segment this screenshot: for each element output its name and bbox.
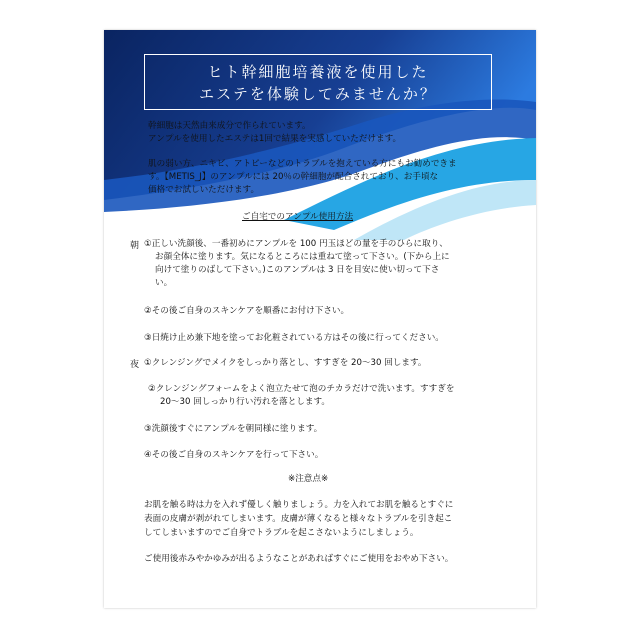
night-step2-line1: ②クレンジングフォームをよく泡立たせて泡のチカラだけで洗います。すすぎを: [148, 384, 455, 394]
morning-step1-line1: ①正しい洗顔後、一番初めにアンプルを 100 円玉ほどの量を手のひらに取り、: [144, 239, 448, 249]
morning-step3: ③日焼け止め兼下地を塗ってお化粧されている方はその後に行ってください。: [144, 333, 444, 343]
morning-step1-line2: お顔全体に塗ります。気になるところには重ねて塗って下さい。(下から上に: [155, 252, 450, 262]
title-line-1: ヒト幹細胞培養液を使用した: [207, 63, 429, 81]
title-box: [144, 54, 492, 110]
morning-step2: ②その後ご自身のスキンケアを順番にお付け下さい。: [144, 306, 350, 316]
night-step2-line2: 20～30 回しっかり行い汚れを落とします。: [160, 397, 331, 407]
intro-line-3: 肌の弱い方、ニキビ、アトピーなどのトラブルを抱えている方にもお勧めできま: [148, 159, 457, 169]
title-line-2: エステを体験してみませんか？: [199, 85, 437, 103]
night-step4: ④その後ご自身のスキンケアを行って下さい。: [144, 450, 324, 460]
caution-line-4: ご使用後赤みやかゆみが出るようなことがあればすぐにご使用をおやめ下さい。: [144, 554, 454, 564]
night-label: 夜: [130, 360, 140, 370]
morning-label: 朝: [130, 241, 140, 251]
night-step1: ①クレンジングでメイクをしっかり落とし、すすぎを 20～30 回します。: [144, 358, 427, 368]
caution-line-3: してしまいますのでご自身でトラブルを起こさないようにしましょう。: [144, 528, 419, 538]
morning-step1-line4: い。: [155, 278, 173, 288]
caution-title: ※注意点※: [288, 474, 329, 484]
night-step3: ③洗顔後すぐにアンプルを朝同様に塗ります。: [144, 424, 323, 434]
caution-line-2: 表面の皮膚が剥がれてしまいます。皮膚が薄くなると様々なトラブルを引き起こ: [144, 514, 453, 524]
morning-step1-line3: 向けて塗りのばして下さい。)このアンプルは 3 日を目安に使い切って下さ: [155, 265, 440, 275]
intro-line-5: 価格でお試しいただけます。: [148, 185, 260, 195]
intro-line-2: アンプルを使用したエステは1回で結果を実感していただけます。: [148, 134, 402, 144]
intro-line-1: 幹細胞は天然由来成分で作られています。: [148, 121, 311, 131]
caution-line-1: お肌を触る時は力を入れず優しく触りましょう。力を入れてお肌を触るとすぐに: [144, 500, 454, 510]
document-page: [104, 30, 536, 608]
section-title: ご自宅でのアンプル使用方法: [242, 212, 354, 222]
intro-line-4: す。【METIS_J】のアンプルには 20％の幹細胞が配合されており、お手頃な: [148, 172, 439, 182]
